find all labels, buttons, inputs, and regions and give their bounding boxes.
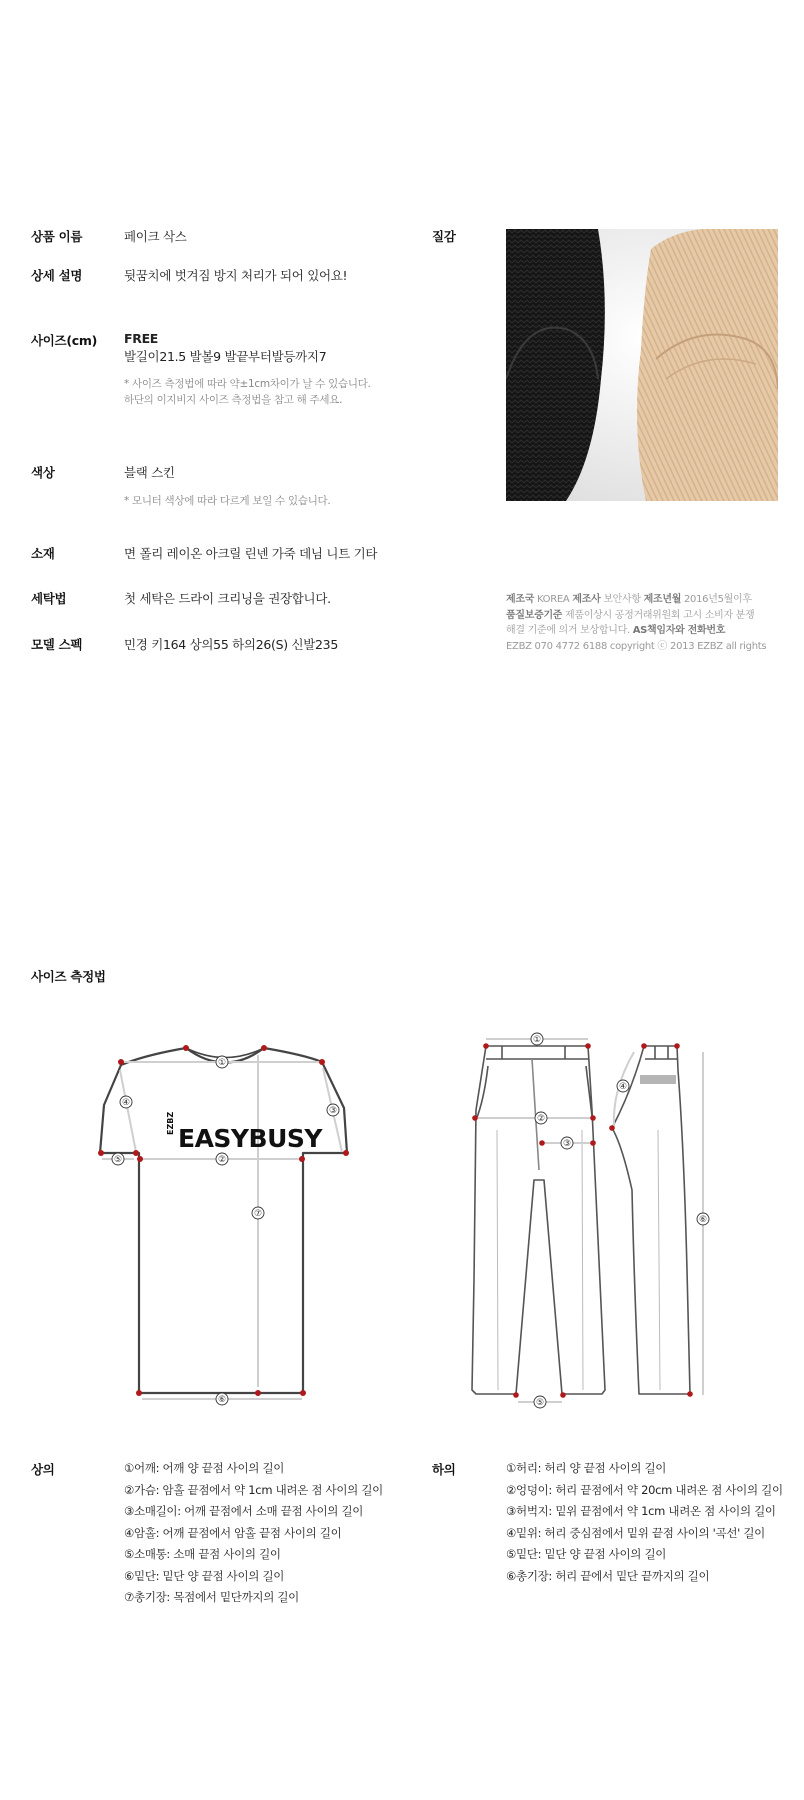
shirt-marker-4: ④ (121, 1098, 131, 1108)
shirt-brand: EASYBUSY (178, 1124, 322, 1153)
top-item: ①어깨: 어깨 양 끝점 사이의 길이 (124, 1461, 285, 1475)
model-value: 민경 키164 상의55 하의26(S) 신발235 (124, 637, 338, 652)
bottom-item: ④밑위: 허리 중심점에서 밑위 끝점 사이의 '곡선' 길이 (506, 1525, 765, 1540)
top-label: 상의 (31, 1462, 55, 1477)
top-item: ④암홀: 어깨 끝점에서 암홀 끝점 사이의 길이 (124, 1525, 342, 1540)
model-label: 모델 스펙 (31, 637, 83, 652)
shirt-marker-1: ① (217, 1058, 227, 1068)
size-note-1: * 사이즈 측정법에 따라 약±1cm차이가 날 수 있습니다. (124, 378, 371, 390)
bottom-measure-list (506, 1458, 783, 1587)
bottom-label: 하의 (432, 1462, 456, 1477)
pants-diagram (462, 1030, 752, 1420)
top-item: ⑤소매통: 소매 끝점 사이의 길이 (124, 1547, 281, 1561)
top-item: ⑦총기장: 목점에서 밑단까지의 길이 (124, 1590, 299, 1604)
bottom-item: ⑥총기장: 허리 끝에서 밑단 끝까지의 길이 (506, 1568, 710, 1583)
copyright: EZBZ 070 4772 6188 copyright ⓒ 2013 EZBZ all rights (506, 640, 767, 652)
texture-photo (506, 229, 778, 501)
pants-marker-6: ⑥ (698, 1215, 708, 1225)
pants-marker-4: ④ (618, 1082, 628, 1092)
color-note: * 모니터 색상에 따라 다르게 보일 수 있습니다. (124, 495, 331, 507)
color-value: 블랙 스킨 (124, 465, 175, 480)
size-label: 사이즈(cm) (31, 333, 97, 348)
shirt-marker-5: ⑤ (113, 1155, 123, 1165)
pants-marker-1: ① (532, 1035, 542, 1045)
top-item: ⑥밑단: 밑단 양 끝점 사이의 길이 (124, 1568, 285, 1583)
size-note-2: 하단의 이지비지 사이즈 측정법을 참고 해 주세요. (124, 394, 343, 406)
size-detail: 발길이21.5 발볼9 발끝부터발등까지7 (124, 349, 327, 364)
bottom-item: ①허리: 허리 양 끝점 사이의 길이 (506, 1461, 667, 1475)
pants-marker-3: ③ (562, 1139, 572, 1149)
wash-label: 세탁법 (31, 591, 67, 606)
bottom-item: ②엉덩이: 허리 끝점에서 약 20cm 내려온 점 사이의 길이 (506, 1482, 783, 1497)
pants-marker-5: ⑤ (535, 1398, 545, 1408)
bottom-item: ⑤밑단: 밑단 양 끝점 사이의 길이 (506, 1547, 667, 1561)
shirt-brand-vertical: EZBZ (166, 1111, 175, 1135)
texture-label: 질감 (432, 229, 456, 244)
origin-label: 제조국 (506, 594, 535, 605)
shirt-diagram (90, 1035, 360, 1415)
product-name-value: 페이크 삭스 (124, 229, 187, 244)
color-label: 색상 (31, 465, 55, 480)
top-item: ③소매길이: 어깨 끝점에서 소매 끝점 사이의 길이 (124, 1504, 364, 1518)
detail-value: 뒷꿈치에 벗겨짐 방지 처리가 되어 있어요! (124, 268, 348, 283)
size-value: FREE (124, 331, 159, 346)
detail-label: 상세 설명 (31, 268, 83, 283)
company-info: 제조국 KOREA 제조사 보안사항 제조년월 2016년5월이후 품질보증기준 제품이상시 공정거래위원회 고시 소비자 분쟁 해결 기준에 의거 보상합니다. AS책임자와 전화번호 EZBZ 070 4772 6188 copyright ⓒ 2013 EZBZ all rights (506, 592, 786, 654)
material-label: 소재 (31, 546, 55, 561)
top-measure-list (124, 1458, 383, 1609)
material-value: 면 폴리 레이온 아크릴 린넨 가죽 데님 니트 기타 (124, 546, 378, 561)
top-item: ②가슴: 암홀 끝점에서 약 1cm 내려온 점 사이의 길이 (124, 1482, 383, 1497)
shirt-marker-3: ③ (328, 1106, 338, 1116)
pants-marker-2: ② (536, 1114, 546, 1124)
shirt-marker-2: ② (217, 1155, 227, 1165)
wash-value: 첫 세탁은 드라이 크리닝을 권장합니다. (124, 591, 331, 606)
shirt-marker-6: ⑥ (217, 1395, 227, 1405)
product-name-label: 상품 이름 (31, 229, 83, 244)
bottom-item: ③허벅지: 밑위 끝점에서 약 1cm 내려온 점 사이의 길이 (506, 1504, 776, 1518)
shirt-marker-7: ⑦ (253, 1209, 263, 1219)
measure-title: 사이즈 측정법 (31, 969, 106, 984)
